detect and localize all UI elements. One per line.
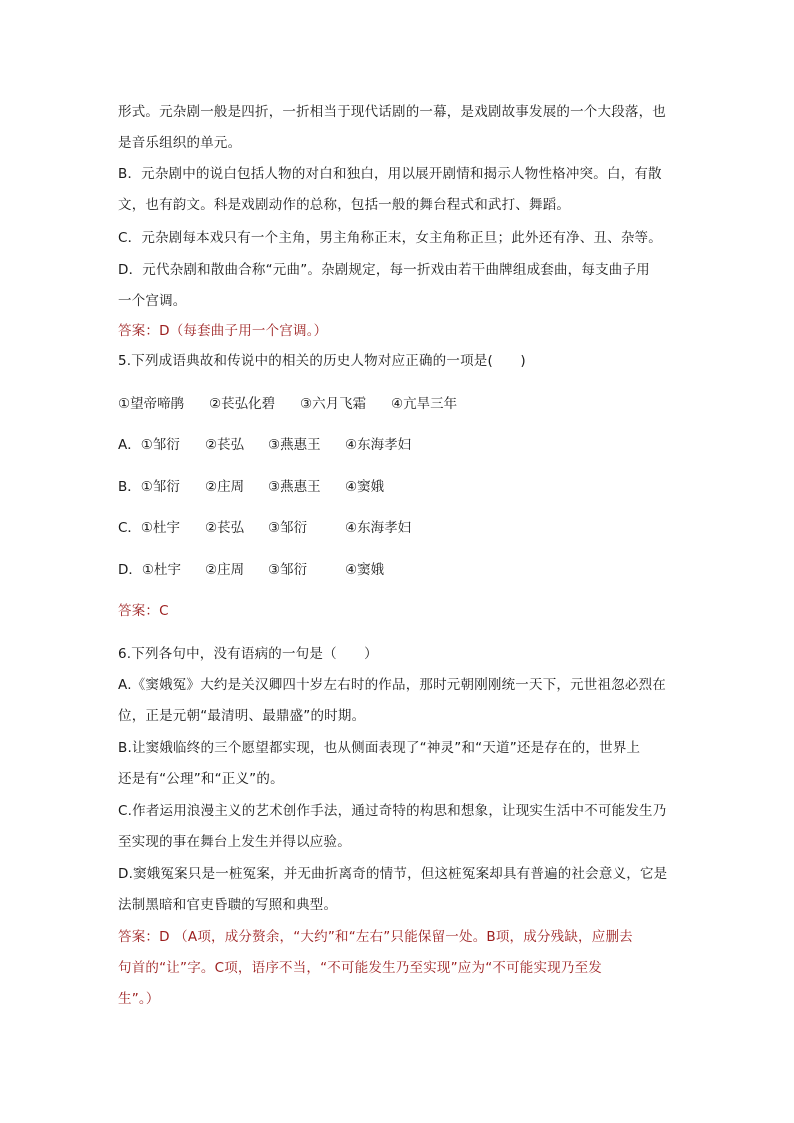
- q5-answer: 答案：C: [118, 603, 169, 619]
- q5-option-part: ③燕惠王: [268, 437, 321, 453]
- q6-option-c: C.作者运用浪漫主义的艺术创作手法，通过奇特的构思和想象，让现实生活中不可能发生乃: [118, 803, 667, 819]
- q5-item: ①望帝啼鹃: [118, 396, 185, 412]
- q4-option-d-cont: 一个宫调。: [118, 293, 187, 309]
- q4-option-b: B．元杂剧中的说白包括人物的对白和独白，用以展开剧情和揭示人物性格冲突。白，有散: [118, 166, 662, 182]
- q5-option-part: ②苌弘: [205, 520, 245, 536]
- q5-option-part: ②苌弘: [205, 437, 245, 453]
- q6-option-a: A.《窦娥冤》大约是关汉卿四十岁左右时的作品，那时元朝刚刚统一天下，元世祖忽必烈在: [118, 677, 666, 693]
- q5-option-label: A．①邹衍: [118, 437, 180, 453]
- q5-option-part: ④东海孝妇: [345, 437, 412, 453]
- q5-item: ③六月飞霜: [300, 396, 367, 412]
- q5-option-part: ③燕惠王: [268, 479, 321, 495]
- q6-option-a-cont: 位，正是元朝“最清明、最鼎盛”的时期。: [118, 708, 366, 724]
- q4-option-b-cont: 文，也有韵文。科是戏剧动作的总称，包括一般的舞台程式和武打、舞蹈。: [118, 197, 571, 213]
- q5-option-part: ④窦娥: [345, 479, 385, 495]
- q6-stem: 6.下列各句中，没有语病的一句是（ ）: [118, 646, 378, 662]
- q5-option-label: D．①杜宇: [118, 562, 181, 578]
- q6-option-b-cont: 还是有“公理”和“正义”的。: [118, 771, 284, 787]
- q5-option-part: ③邹衍: [268, 520, 308, 536]
- q5-stem: 5.下列成语典故和传说中的相关的历史人物对应正确的一项是( ): [118, 353, 526, 369]
- q6-option-c-cont: 至实现的事在舞台上发生并得以应验。: [118, 834, 351, 850]
- q5-option-part: ②庄周: [205, 562, 245, 578]
- q4-option-d: D．元代杂剧和散曲合称“元曲”。杂剧规定，每一折戏由若干曲牌组成套曲，每支曲子用: [118, 262, 650, 278]
- q5-option-part: ③邹衍: [268, 562, 308, 578]
- q4-option-c: C．元杂剧每本戏只有一个主角，男主角称正末，女主角称正旦；此外还有净、丑、杂等。: [118, 230, 662, 246]
- q4-text-line: 形式。元杂剧一般是四折，一折相当于现代话剧的一幕，是戏剧故事发展的一个大段落，也: [118, 104, 666, 120]
- q6-option-d-cont: 法制黑暗和官吏昏聩的写照和典型。: [118, 897, 338, 913]
- q4-answer: 答案：D（每套曲子用一个宫调。）: [118, 323, 328, 339]
- q6-answer: 答案：D （A项，成分赘余，“大约”和“左右”只能保留一处。B项，成分残缺，应删去: [118, 929, 633, 945]
- q6-option-d: D.窦娥冤案只是一桩冤案，并无曲折离奇的情节，但这桩冤案却具有普遍的社会意义，它是: [118, 866, 668, 882]
- q5-option-label: B．①邹衍: [118, 479, 180, 495]
- q5-option-part: ④东海孝妇: [345, 520, 412, 536]
- q5-option-part: ②庄周: [205, 479, 245, 495]
- q6-answer-cont: 句首的“让”字。C项，语序不当，“不可能发生乃至实现”应为“不可能实现乃至发: [118, 960, 602, 976]
- q6-answer-cont: 生”。）: [118, 991, 160, 1007]
- q5-item: ②苌弘化碧: [209, 396, 276, 412]
- q5-option-label: C．①杜宇: [118, 520, 181, 536]
- q5-option-part: ④窦娥: [345, 562, 385, 578]
- q5-item: ④亢旱三年: [391, 396, 458, 412]
- q6-option-b: B.让窦娥临终的三个愿望都实现，也从侧面表现了“神灵”和“天道”还是存在的，世界上: [118, 740, 641, 756]
- q4-text-line: 是音乐组织的单元。: [118, 135, 242, 151]
